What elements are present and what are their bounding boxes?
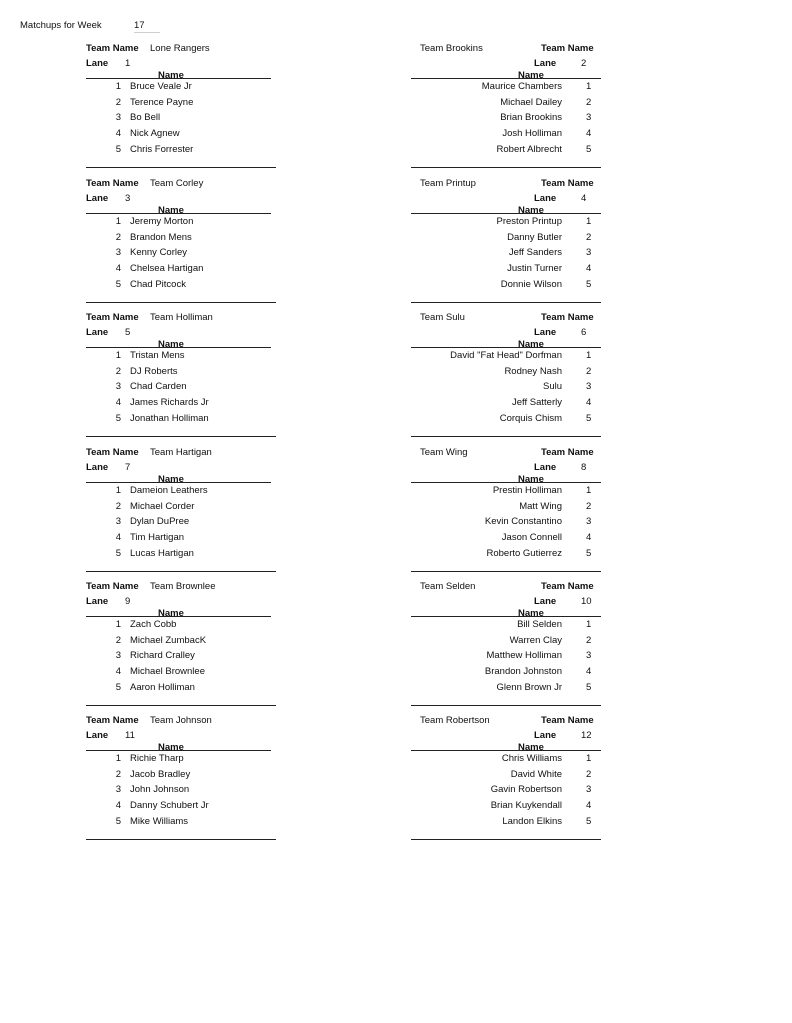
player-number: 2 [586, 365, 592, 377]
lane-label: Lane [86, 327, 109, 338]
roster-row [411, 752, 601, 768]
team-name-value: Team Brookins [420, 43, 483, 54]
roster-row [411, 665, 601, 681]
player-number: 2 [586, 634, 592, 646]
player-number: 4 [586, 397, 592, 409]
roster-row [411, 278, 601, 294]
team-name-label: Team Name [86, 715, 139, 726]
player-number: 4 [115, 263, 121, 275]
team-name-value: Team Johnson [150, 715, 212, 726]
player-number: 5 [115, 681, 121, 693]
name-column-header: Name [518, 70, 544, 81]
lane-value: 1 [125, 58, 131, 69]
header-rule [86, 347, 271, 348]
player-name: Maurice Chambers [481, 81, 562, 92]
player-name: Bo Bell [130, 112, 161, 124]
player-name: Justin Turner [507, 263, 562, 275]
player-name: Bill Selden [517, 619, 562, 630]
team-name-value: Team Robertson [420, 715, 490, 726]
footer-rule [86, 839, 276, 840]
footer-rule [411, 436, 601, 437]
roster-row [86, 665, 276, 681]
roster-row [411, 246, 601, 262]
matchup-1-right-team [411, 41, 601, 169]
player-name: Sulu [542, 381, 562, 393]
footer-rule [411, 571, 601, 572]
player-name: Dameion Leathers [130, 485, 208, 496]
roster-row [411, 396, 601, 412]
player-name: Robert Albrecht [496, 143, 562, 155]
roster-row [411, 349, 601, 365]
roster-row [86, 262, 276, 278]
matchup-6-left-team [86, 713, 276, 841]
team-name-label: Team Name [86, 581, 139, 592]
roster-row [411, 484, 601, 500]
player-name: John Johnson [130, 784, 190, 796]
lane-value: 7 [125, 462, 131, 473]
player-number: 4 [586, 800, 592, 812]
roster-row [86, 752, 276, 768]
roster-row [411, 515, 601, 531]
lane-value: 10 [581, 596, 592, 607]
roster-row [86, 531, 276, 547]
lane-value: 12 [581, 730, 592, 741]
player-number: 5 [586, 815, 592, 827]
name-column-header: Name [158, 608, 184, 619]
player-name: Tristan Mens [130, 350, 185, 361]
player-number: 5 [586, 412, 592, 424]
player-number: 2 [586, 500, 592, 512]
roster-list [411, 752, 601, 830]
player-name: Matt Wing [519, 500, 562, 512]
player-name: Terence Payne [130, 96, 194, 108]
roster-row [86, 649, 276, 665]
matchup-2-left-team [86, 176, 276, 304]
player-name: James Richards Jr [130, 397, 209, 409]
header-rule [411, 347, 601, 348]
roster-row [86, 412, 276, 428]
header-rule [411, 482, 601, 483]
roster-row [86, 681, 276, 697]
matchup-5-right-team [411, 579, 601, 707]
player-number: 3 [115, 516, 121, 528]
player-name: Corquis Chism [499, 412, 562, 424]
roster-row [411, 262, 601, 278]
player-number: 1 [586, 619, 592, 630]
name-column-header: Name [518, 608, 544, 619]
header-rule [86, 482, 271, 483]
roster-row [411, 143, 601, 159]
lane-value: 3 [125, 193, 131, 204]
lane-label: Lane [86, 193, 109, 204]
player-number: 3 [115, 650, 121, 662]
roster-row [86, 634, 276, 650]
roster-row [86, 515, 276, 531]
header-rule [411, 616, 601, 617]
player-number: 3 [586, 112, 592, 124]
player-name: Donnie Wilson [500, 278, 562, 290]
player-name: David White [510, 768, 562, 780]
player-name: Jonathan Holliman [130, 412, 209, 424]
player-number: 3 [586, 381, 592, 393]
roster-row [411, 783, 601, 799]
roster-list [411, 349, 601, 427]
team-name-label: Team Name [541, 447, 594, 458]
header-rule [86, 750, 271, 751]
footer-rule [411, 705, 601, 706]
team-name-value: Team Holliman [150, 312, 213, 323]
lane-label: Lane [86, 462, 109, 473]
roster-row [86, 484, 276, 500]
player-name: Rodney Nash [504, 365, 562, 377]
name-column-header: Name [158, 205, 184, 216]
roster-row [86, 96, 276, 112]
player-number: 4 [586, 532, 592, 544]
header-rule [411, 78, 601, 79]
player-number: 4 [115, 800, 121, 812]
player-name: Jason Connell [501, 532, 562, 544]
roster-row [86, 783, 276, 799]
player-number: 3 [586, 650, 592, 662]
matchup-6-right-team [411, 713, 601, 841]
player-number: 1 [115, 485, 121, 496]
footer-rule [86, 167, 276, 168]
player-name: Michael Dailey [500, 96, 562, 108]
player-name: Jeff Satterly [512, 397, 562, 409]
lane-label: Lane [86, 596, 109, 607]
player-number: 2 [115, 231, 121, 243]
player-name: Kenny Corley [130, 247, 188, 259]
week-number-field[interactable]: 17 [134, 20, 160, 33]
player-number: 3 [586, 516, 592, 528]
player-number: 3 [586, 784, 592, 796]
lane-label: Lane [86, 58, 109, 69]
lane-value: 4 [581, 193, 587, 204]
lane-label: Lane [534, 462, 557, 473]
lane-label: Lane [86, 730, 109, 741]
roster-row [86, 500, 276, 516]
footer-rule [86, 571, 276, 572]
roster-list [86, 349, 276, 427]
footer-rule [411, 167, 601, 168]
roster-row [411, 531, 601, 547]
player-number: 5 [115, 412, 121, 424]
header-rule [86, 213, 271, 214]
player-number: 1 [115, 81, 121, 92]
roster-row [411, 215, 601, 231]
player-number: 3 [115, 112, 121, 124]
roster-row [86, 618, 276, 634]
player-number: 2 [115, 365, 121, 377]
player-name: Aaron Holliman [130, 681, 195, 693]
matchup-2-right-team [411, 176, 601, 304]
matchup-5-left-team [86, 579, 276, 707]
player-name: Chad Carden [130, 381, 187, 393]
roster-row [411, 547, 601, 563]
lane-value: 2 [581, 58, 587, 69]
roster-row [411, 380, 601, 396]
roster-row [411, 231, 601, 247]
lane-label: Lane [534, 596, 557, 607]
name-column-header: Name [518, 742, 544, 753]
player-name: Michael Corder [130, 500, 195, 512]
roster-row [411, 681, 601, 697]
name-column-header: Name [158, 474, 184, 485]
roster-list [86, 80, 276, 158]
name-column-header: Name [518, 339, 544, 350]
player-number: 2 [586, 96, 592, 108]
header-rule [411, 750, 601, 751]
player-name: Lucas Hartigan [130, 547, 194, 559]
player-number: 2 [586, 768, 592, 780]
player-number: 3 [115, 381, 121, 393]
roster-row [86, 231, 276, 247]
matchup-4-right-team [411, 445, 601, 573]
roster-row [86, 143, 276, 159]
roster-row [411, 412, 601, 428]
player-number: 4 [115, 666, 121, 678]
team-name-value: Team Printup [420, 178, 476, 189]
roster-row [86, 768, 276, 784]
player-number: 5 [586, 547, 592, 559]
roster-row [411, 500, 601, 516]
team-name-value: Team Hartigan [150, 447, 212, 458]
player-name: Zach Cobb [130, 619, 177, 630]
footer-rule [86, 436, 276, 437]
header-rule [411, 213, 601, 214]
player-name: Michael ZumbacK [130, 634, 207, 646]
team-name-label: Team Name [541, 312, 594, 323]
player-name: Michael Brownlee [130, 666, 205, 678]
team-name-value: Team Brownlee [150, 581, 216, 592]
player-name: Jacob Bradley [130, 768, 191, 780]
player-number: 2 [586, 231, 592, 243]
team-name-value: Lone Rangers [150, 43, 210, 54]
player-name: DJ Roberts [130, 365, 178, 377]
player-number: 5 [115, 278, 121, 290]
roster-list [411, 484, 601, 562]
player-number: 4 [115, 128, 121, 140]
player-number: 4 [586, 263, 592, 275]
roster-row [411, 618, 601, 634]
roster-row [86, 799, 276, 815]
player-name: Matthew Holliman [486, 650, 562, 662]
player-number: 4 [115, 532, 121, 544]
roster-row [86, 349, 276, 365]
player-number: 2 [115, 768, 121, 780]
roster-list [411, 618, 601, 696]
player-name: Richard Cralley [130, 650, 195, 662]
name-column-header: Name [158, 339, 184, 350]
roster-row [86, 246, 276, 262]
player-number: 5 [115, 547, 121, 559]
player-name: Roberto Gutierrez [486, 547, 562, 559]
roster-row [411, 365, 601, 381]
player-name: Chris Forrester [130, 143, 194, 155]
player-number: 1 [586, 753, 592, 764]
roster-row [86, 815, 276, 831]
player-name: Danny Schubert Jr [130, 800, 209, 812]
player-number: 5 [115, 815, 121, 827]
lane-value: 5 [125, 327, 131, 338]
player-number: 5 [586, 143, 592, 155]
roster-row [86, 365, 276, 381]
player-number: 1 [586, 216, 592, 227]
footer-rule [411, 302, 601, 303]
player-number: 2 [115, 634, 121, 646]
matchup-3-right-team [411, 310, 601, 438]
team-name-label: Team Name [86, 447, 139, 458]
player-name: Chelsea Hartigan [130, 263, 204, 275]
player-name: Prestin Holliman [492, 485, 562, 496]
player-number: 4 [586, 128, 592, 140]
player-name: Richie Tharp [130, 753, 184, 764]
player-name: Chad Pitcock [130, 278, 186, 290]
roster-list [86, 752, 276, 830]
player-name: Warren Clay [509, 634, 562, 646]
roster-row [411, 799, 601, 815]
player-number: 5 [586, 681, 592, 693]
roster-row [411, 815, 601, 831]
roster-row [411, 80, 601, 96]
player-name: Kevin Constantino [484, 516, 562, 528]
matchup-4-left-team [86, 445, 276, 573]
player-name: Jeremy Morton [130, 216, 194, 227]
roster-row [411, 649, 601, 665]
lane-value: 6 [581, 327, 587, 338]
player-number: 1 [115, 216, 121, 227]
roster-row [411, 634, 601, 650]
lane-value: 9 [125, 596, 131, 607]
player-name: Chris Williams [501, 753, 562, 764]
roster-list [86, 215, 276, 293]
team-name-label: Team Name [86, 312, 139, 323]
player-number: 1 [586, 485, 592, 496]
player-number: 5 [586, 278, 592, 290]
header-rule [86, 616, 271, 617]
roster-row [86, 278, 276, 294]
lane-label: Lane [534, 193, 557, 204]
roster-list [411, 80, 601, 158]
team-name-label: Team Name [541, 581, 594, 592]
player-number: 5 [115, 143, 121, 155]
team-name-label: Team Name [541, 43, 594, 54]
player-name: Jeff Sanders [508, 247, 562, 259]
player-number: 3 [115, 784, 121, 796]
player-number: 2 [115, 500, 121, 512]
roster-row [86, 127, 276, 143]
team-name-value: Team Sulu [420, 312, 465, 323]
lane-label: Lane [534, 58, 557, 69]
team-name-value: Team Wing [420, 447, 468, 458]
roster-row [86, 111, 276, 127]
roster-row [86, 80, 276, 96]
player-name: Brandon Mens [130, 231, 192, 243]
player-name: Brian Kuykendall [490, 800, 562, 812]
roster-row [86, 547, 276, 563]
player-number: 2 [115, 96, 121, 108]
team-name-label: Team Name [86, 178, 139, 189]
header-rule [86, 78, 271, 79]
roster-row [86, 396, 276, 412]
footer-rule [86, 302, 276, 303]
lane-label: Lane [534, 327, 557, 338]
team-name-label: Team Name [86, 43, 139, 54]
player-number: 3 [115, 247, 121, 259]
player-name: Danny Butler [507, 231, 562, 243]
roster-row [411, 127, 601, 143]
player-number: 1 [586, 350, 592, 361]
player-name: Brian Brookins [500, 112, 562, 124]
player-name: Brandon Johnston [484, 666, 562, 678]
name-column-header: Name [158, 742, 184, 753]
player-number: 1 [115, 753, 121, 764]
player-name: Preston Printup [496, 216, 562, 227]
roster-row [86, 215, 276, 231]
team-name-label: Team Name [541, 178, 594, 189]
team-name-value: Team Corley [150, 178, 204, 189]
lane-label: Lane [534, 730, 557, 741]
team-name-label: Team Name [541, 715, 594, 726]
roster-list [86, 618, 276, 696]
lane-value: 8 [581, 462, 587, 473]
name-column-header: Name [518, 474, 544, 485]
player-number: 4 [586, 666, 592, 678]
name-column-header: Name [158, 70, 184, 81]
footer-rule [86, 705, 276, 706]
roster-row [86, 380, 276, 396]
player-number: 4 [115, 397, 121, 409]
player-number: 1 [586, 81, 592, 92]
lane-value: 11 [125, 730, 135, 741]
roster-row [411, 111, 601, 127]
matchup-3-left-team [86, 310, 276, 438]
roster-list [411, 215, 601, 293]
week-title: Matchups for Week [20, 20, 102, 31]
player-name: Josh Holliman [502, 128, 562, 140]
name-column-header: Name [518, 205, 544, 216]
player-name: Glenn Brown Jr [496, 681, 562, 693]
player-name: Tim Hartigan [130, 532, 185, 544]
player-number: 1 [115, 619, 121, 630]
team-name-value: Team Selden [420, 581, 476, 592]
player-name: Nick Agnew [130, 128, 180, 140]
player-name: Bruce Veale Jr [130, 81, 192, 92]
player-number: 3 [586, 247, 592, 259]
player-name: Landon Elkins [502, 815, 562, 827]
player-name: Gavin Robertson [490, 784, 562, 796]
player-number: 1 [115, 350, 121, 361]
player-name: Dylan DuPree [130, 516, 190, 528]
footer-rule [411, 839, 601, 840]
player-name: David "Fat Head" Dorfman [450, 350, 562, 361]
matchup-1-left-team [86, 41, 276, 169]
roster-list [86, 484, 276, 562]
roster-row [411, 96, 601, 112]
roster-row [411, 768, 601, 784]
player-name: Mike Williams [130, 815, 189, 827]
